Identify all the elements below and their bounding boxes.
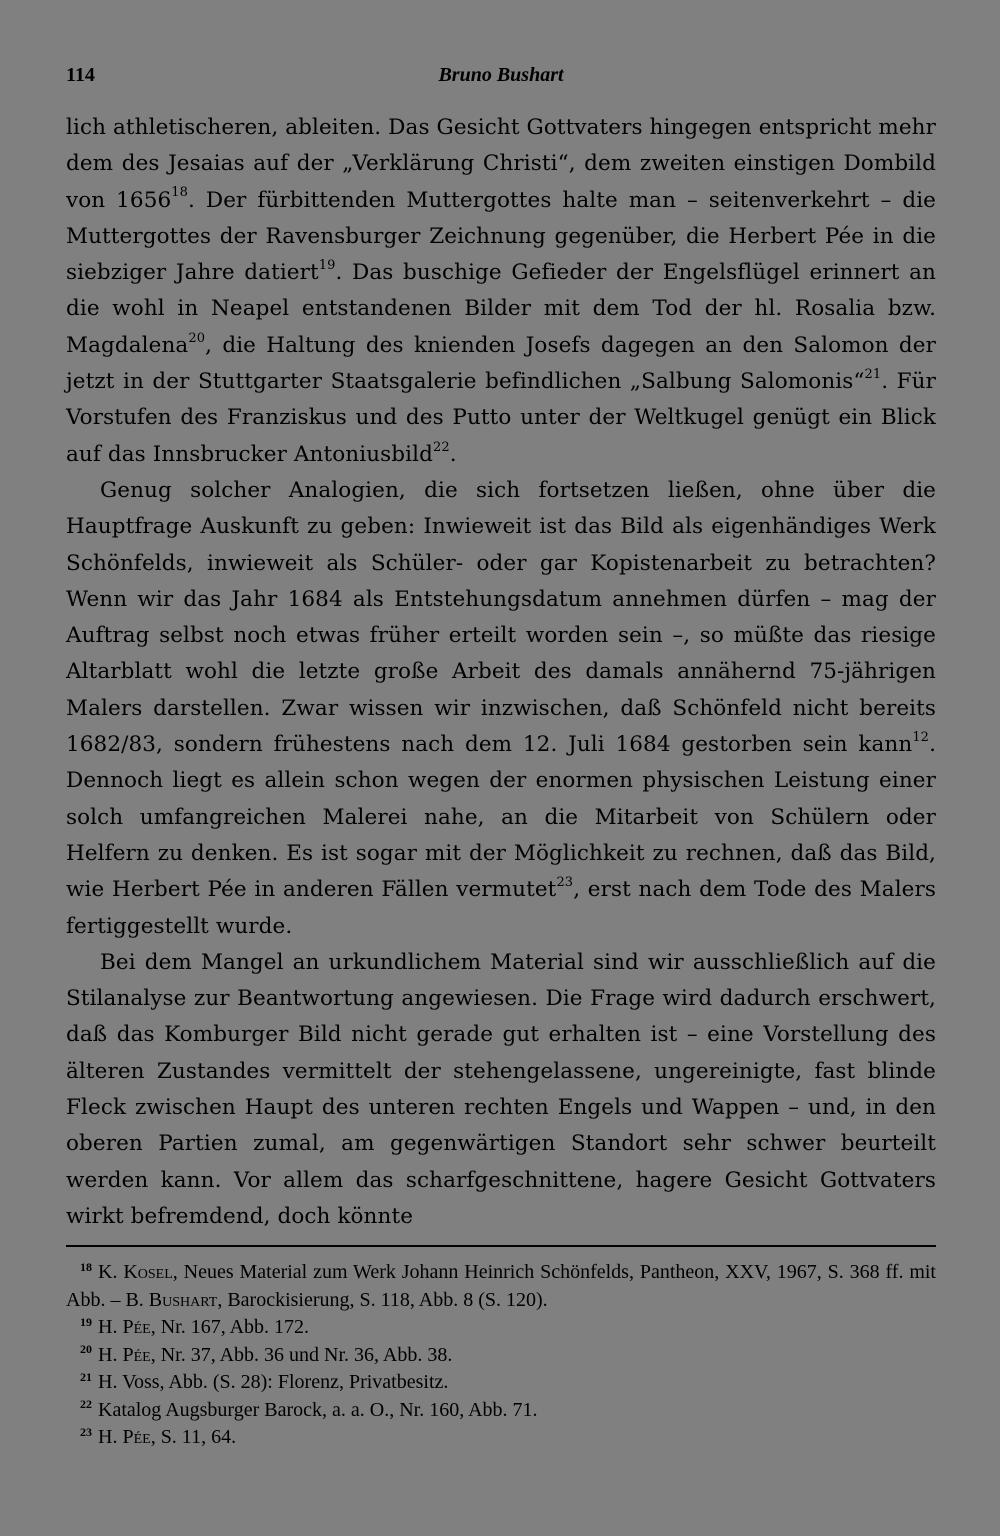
paragraph xyxy=(66,473,936,945)
footnote-rule xyxy=(66,1245,936,1247)
text-run: . Das buschige Gefieder der Engelsflügel erinnert an die wohl in Neapel entstandenen Bilder mit dem Tod der hl. Rosalia bzw. Magdalena xyxy=(66,260,936,358)
text-run: , Nr. 167, Abb. 172. xyxy=(150,1316,310,1339)
footnote-number: 22 xyxy=(80,1397,92,1412)
page-header xyxy=(66,60,936,96)
text-run: , Barockisierung, S. 118, Abb. 8 (S. 120). xyxy=(217,1288,548,1311)
footnotes xyxy=(66,1259,936,1452)
paragraph xyxy=(66,945,936,1235)
footnote xyxy=(66,1397,936,1425)
text-run: H. xyxy=(98,1343,123,1366)
footnote-number: 21 xyxy=(80,1369,92,1384)
footnote-reference: 22 xyxy=(432,439,450,455)
footnote xyxy=(66,1342,936,1370)
author-name: Pée xyxy=(122,1343,151,1366)
book-page xyxy=(66,60,936,1452)
footnote-number: 19 xyxy=(80,1314,92,1329)
text-run: Bei dem Mangel an urkundlichem Material sind wir ausschließlich auf die Stilanalyse zur Beantwortung angewiesen. Die Frage wird dadurch erschwert, daß das Komburger Bild nicht gerade gut erhalten ist – eine Vorstellung des älteren Zustandes vermittelt der stehengelassene, ungereinigte, fast blinde Fleck zwischen Haupt des unteren rechten Engels und Wappen – und, in den oberen Partien zumal, am gegenwärtigen Standort sehr schwer beurteilt werden kann. Vor allem das scharfgeschnittene, hagere Gesicht Gottvaters wirkt befremdend, doch könnte xyxy=(66,949,936,1229)
text-run: , die Haltung des knienden Josefs dagegen an den Salomon der jetzt in der Stuttgarter Staatsgalerie befindlichen „Salbung Salomonis“ xyxy=(66,332,936,395)
text-run: K. xyxy=(98,1261,124,1284)
text-run: Genug solcher Analogien, die sich fortsetzen ließen, ohne über die Hauptfrage Auskunft zu geben: Inwieweit ist das Bild als eigenhändiges Werk Schönfelds, inwieweit als Schüler- oder gar Kopistenarbeit zu betrachten? Wenn wir das Jahr 1684 als Entstehungsdatum annehmen dürfen – mag der Auftrag selbst noch etwas früher erteilt worden sein –, so müßte das riesige Altarblatt wohl die letzte große Arbeit des damals annähernd 75-jährigen Malers darstellen. Zwar wissen wir inzwischen, daß Schönfeld nicht bereits 1682/83, sondern frühestens nach dem 12. Juli 1684 gestorben sein kann xyxy=(66,477,936,758)
page-number: 114 xyxy=(66,64,95,86)
author-name: Bushart xyxy=(148,1288,218,1311)
footnote-reference: 23 xyxy=(556,875,574,891)
text-run: , Nr. 37, Abb. 36 und Nr. 36, Abb. 38. xyxy=(150,1343,453,1366)
author-name: Pée xyxy=(122,1316,151,1339)
text-run: , erst nach dem Tode des Malers fertiggestellt wurde. xyxy=(66,877,936,939)
text-run: . Der fürbittenden Muttergottes halte man – seitenverkehrt – die Muttergottes der Ravensburger Zeichnung gegenüber, die Herbert Pée in die siebziger Jahre datiert xyxy=(66,187,936,286)
footnote-reference: 12 xyxy=(912,729,930,745)
running-head: Bruno Bushart xyxy=(438,64,564,86)
footnote-number: 23 xyxy=(80,1424,92,1439)
author-name: Pée xyxy=(122,1426,151,1449)
text-run: . Für Vorstufen des Franziskus und des Putto unter der Weltkugel genügt ein Blick auf das Innsbrucker Antoniusbild xyxy=(66,369,936,467)
text-run: lich athletischeren, ableiten. Das Gesicht Gottvaters hingegen entspricht mehr dem des Jesaias auf der „Verklärung Christi“, dem zweiten einstigen Dombild von 1656 xyxy=(66,115,936,213)
text-run: H. xyxy=(98,1316,123,1339)
footnote-number: 20 xyxy=(80,1342,92,1357)
footnote-reference: 20 xyxy=(188,330,206,346)
footnote-reference: 19 xyxy=(318,258,336,274)
paragraph xyxy=(66,110,936,473)
text-run: . xyxy=(449,441,457,467)
footnote-reference: 21 xyxy=(864,366,882,382)
author-name: Kosel xyxy=(123,1261,173,1284)
text-run: . Dennoch liegt es allein schon wegen der enormen physischen Leistung einer solch umfangreichen Malerei nahe, an die Mitarbeit von Schülern oder Helfern zu denken. Es ist sogar mit der Möglichkeit zu rechnen, daß das Bild, wie Herbert Pée in anderen Fällen vermutet xyxy=(66,732,936,903)
footnote-number: 18 xyxy=(80,1259,92,1274)
footnote xyxy=(66,1314,936,1342)
text-run: , Neues Material zum Werk Johann Heinrich Schönfelds, Pantheon, XXV, 1967, S. 368 ff. mit Abb. – B. xyxy=(66,1261,936,1311)
body-text xyxy=(66,110,936,1235)
text-run: Katalog Augsburger Barock, a. a. O., Nr. 160, Abb. 71. xyxy=(98,1398,538,1421)
footnote xyxy=(66,1369,936,1397)
footnote xyxy=(66,1424,936,1452)
footnote-reference: 18 xyxy=(171,185,189,201)
text-run: H. xyxy=(98,1426,123,1449)
text-run: H. Voss, Abb. (S. 28): Florenz, Privatbesitz. xyxy=(98,1371,449,1394)
text-run: , S. 11, 64. xyxy=(150,1426,237,1449)
footnote xyxy=(66,1259,936,1314)
